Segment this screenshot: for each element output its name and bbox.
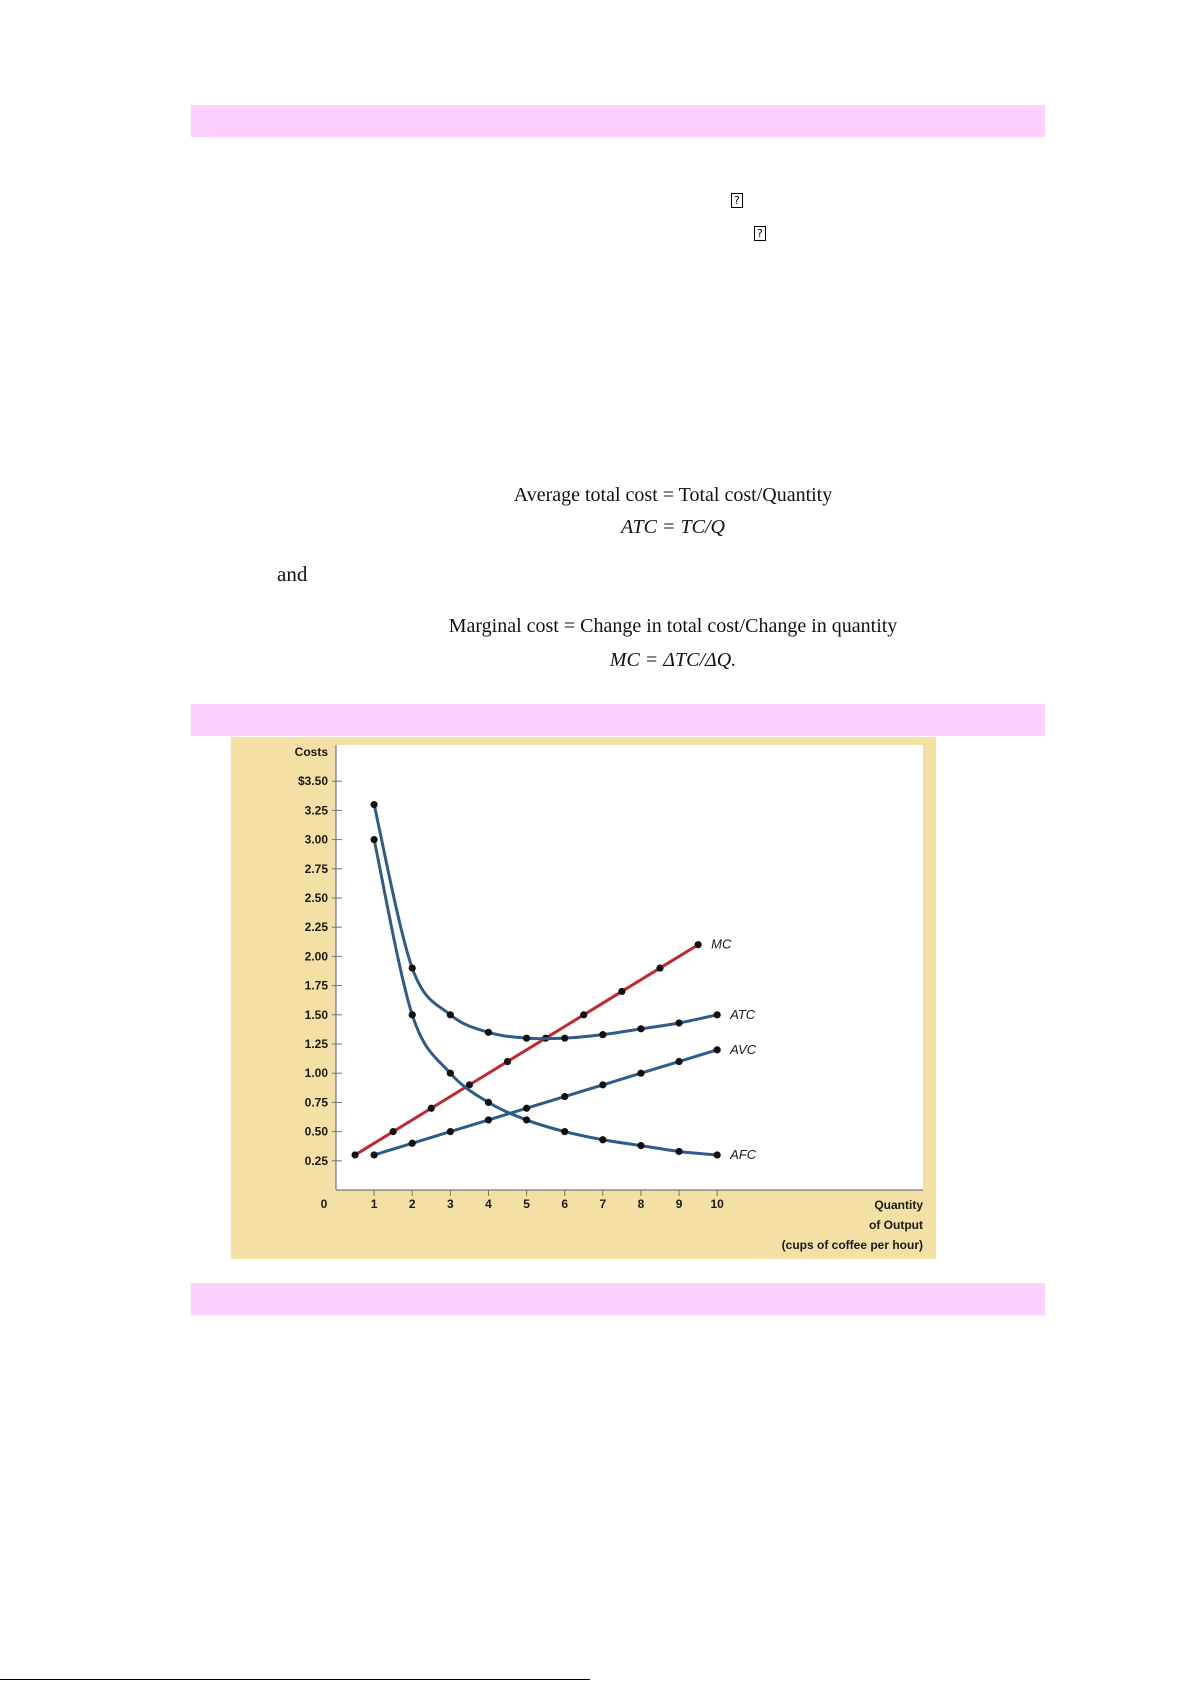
data-point-avc	[561, 1093, 568, 1100]
data-point-afc	[523, 1116, 530, 1123]
data-point-mc	[618, 988, 625, 995]
x-tick-label: 7	[599, 1197, 607, 1211]
data-point-atc	[637, 1025, 644, 1032]
section-bar	[191, 704, 1045, 736]
missing-glyph-icon: ?	[754, 226, 766, 241]
x-axis-title-line: of Output	[869, 1218, 923, 1232]
y-tick-label: 3.00	[304, 832, 328, 847]
x-tick-label: 3	[447, 1197, 454, 1211]
atc-formula-words: Average total cost = Total cost/Quantity	[513, 484, 833, 506]
data-point-atc	[371, 801, 378, 808]
x-axis-title-line: Quantity	[874, 1198, 923, 1212]
data-point-afc	[447, 1070, 454, 1077]
mc-formula-words: Marginal cost = Change in total cost/Change in quantity	[448, 615, 898, 637]
series-label-mc: MC	[711, 936, 732, 952]
y-tick-label: 0.75	[304, 1095, 328, 1110]
data-point-mc	[351, 1151, 358, 1158]
y-tick-label: 0.50	[304, 1124, 328, 1139]
data-point-atc	[675, 1019, 682, 1026]
plot-area	[336, 745, 923, 1190]
x-tick-label: 9	[675, 1197, 683, 1211]
data-point-mc	[504, 1058, 511, 1065]
y-tick-label: 2.25	[304, 920, 328, 935]
origin-label: 0	[320, 1197, 328, 1211]
chart-canvas	[231, 737, 936, 1259]
y-tick-label: 2.50	[304, 891, 328, 906]
x-tick-label: 6	[561, 1197, 569, 1211]
data-point-afc	[409, 1011, 416, 1018]
cost-curves-chart	[231, 737, 936, 1259]
data-point-avc	[485, 1116, 492, 1123]
x-tick-label: 1	[370, 1197, 378, 1211]
x-tick-label: 8	[637, 1197, 645, 1211]
data-point-avc	[675, 1058, 682, 1065]
x-axis-title-line: (cups of coffee per hour)	[781, 1238, 923, 1252]
data-point-afc	[561, 1128, 568, 1135]
y-tick-label: 0.25	[304, 1153, 328, 1168]
y-tick-label: 1.00	[304, 1066, 328, 1081]
x-tick-label: 2	[408, 1197, 416, 1211]
data-point-afc	[371, 836, 378, 843]
atc-formula-symbols: ATC = TC/Q	[621, 516, 725, 538]
x-tick-label: 10	[710, 1197, 724, 1211]
data-point-mc	[390, 1128, 397, 1135]
section-bar	[191, 105, 1045, 137]
y-tick-label: $3.50	[297, 774, 328, 789]
data-point-avc	[714, 1046, 721, 1053]
data-point-mc	[580, 1011, 587, 1018]
data-point-mc	[695, 941, 702, 948]
data-point-avc	[447, 1128, 454, 1135]
y-tick-label: 2.75	[304, 861, 328, 876]
footer-rule	[0, 1679, 590, 1680]
data-point-avc	[637, 1070, 644, 1077]
data-point-atc	[561, 1035, 568, 1042]
y-tick-label: 3.25	[304, 803, 328, 818]
y-tick-label: 1.25	[304, 1037, 328, 1052]
missing-glyph-icon: ?	[731, 193, 743, 208]
data-point-atc	[523, 1035, 530, 1042]
x-tick-label: 4	[485, 1197, 492, 1211]
y-tick-label: 2.00	[304, 949, 328, 964]
connector-text: and	[277, 562, 308, 586]
section-bar	[191, 1283, 1045, 1315]
data-point-avc	[523, 1105, 530, 1112]
data-point-afc	[599, 1136, 606, 1143]
data-point-atc	[485, 1029, 492, 1036]
y-axis-title: Costs	[294, 745, 328, 759]
x-tick-label: 5	[523, 1197, 530, 1211]
data-point-afc	[637, 1142, 644, 1149]
data-point-afc	[714, 1151, 721, 1158]
data-point-afc	[675, 1148, 682, 1155]
data-point-mc	[656, 964, 663, 971]
series-label-avc: AVC	[730, 1041, 757, 1057]
data-point-mc	[428, 1105, 435, 1112]
data-point-atc	[409, 964, 416, 971]
data-point-atc	[714, 1011, 721, 1018]
data-point-avc	[599, 1081, 606, 1088]
data-point-afc	[485, 1099, 492, 1106]
series-label-afc: AFC	[730, 1146, 757, 1162]
mc-formula-symbols: MC = ΔTC/ΔQ.	[609, 649, 737, 671]
data-point-atc	[447, 1011, 454, 1018]
data-point-avc	[371, 1151, 378, 1158]
data-point-avc	[409, 1140, 416, 1147]
data-point-atc	[599, 1031, 606, 1038]
series-label-atc: ATC	[730, 1006, 756, 1022]
y-tick-label: 1.75	[304, 978, 328, 993]
y-tick-label: 1.50	[304, 1007, 328, 1022]
